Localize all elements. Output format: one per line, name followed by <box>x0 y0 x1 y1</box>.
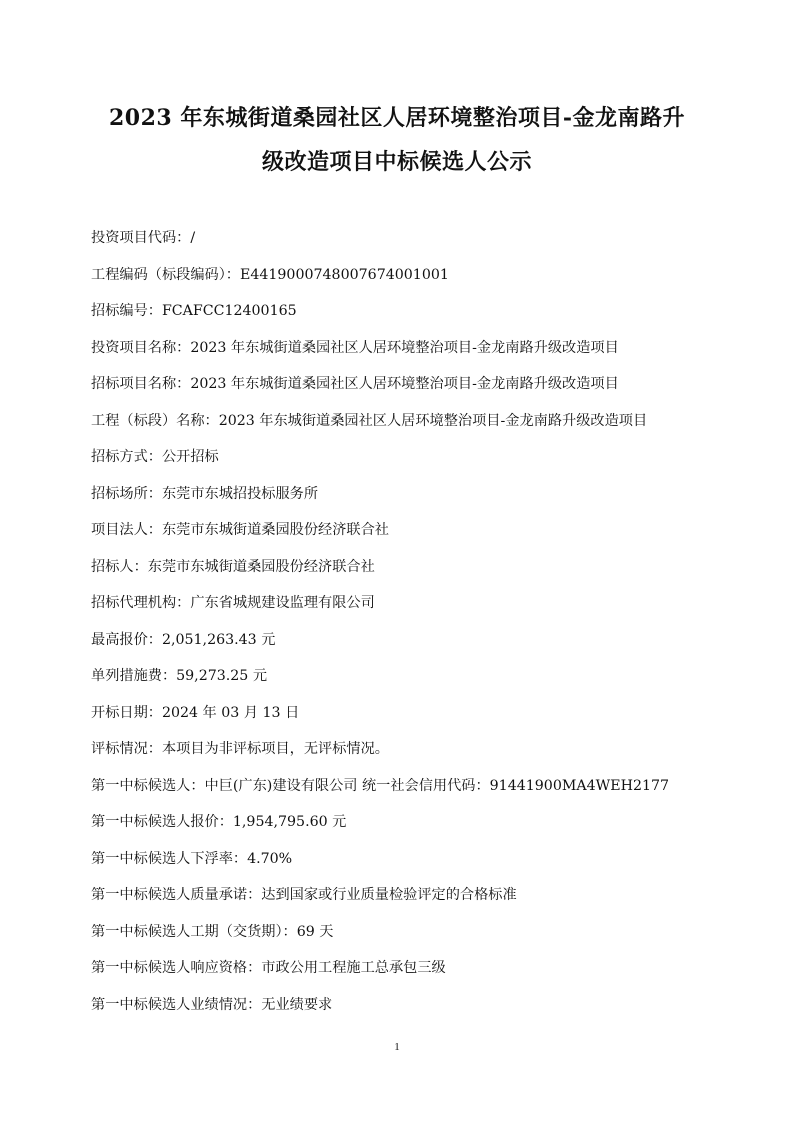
field-investment-project-code: 投资项目代码：/ <box>91 230 196 246</box>
field-first-candidate-performance: 第一中标候选人业绩情况：无业绩要求 <box>91 996 333 1013</box>
field-list <box>91 220 751 1023</box>
field-tender-agency: 招标代理机构：广东省城规建设监理有限公司 <box>91 595 375 611</box>
field-first-candidate-duration: 第一中标候选人工期（交货期）：69 天 <box>91 923 334 940</box>
field-tender-venue: 招标场所：东莞市东城招投标服务所 <box>91 485 319 502</box>
field-section-name: 工程（标段）名称：2023 年东城街道桑园社区人居环境整治项目-金龙南路升级改造项目 <box>91 412 648 429</box>
field-investment-project-name: 投资项目名称：2023 年东城街道桑园社区人居环境整治项目-金龙南路升级改造项目 <box>91 339 619 356</box>
field-tender-method: 招标方式：公开招标 <box>91 449 219 465</box>
field-tenderer: 招标人：东莞市东城街道桑园股份经济联合社 <box>91 558 375 575</box>
field-measure-fee: 单列措施费：59,273.25 元 <box>91 668 268 684</box>
field-project-code: 工程编码（标段编码）：E4419000748007674001001 <box>91 266 449 283</box>
field-first-candidate-discount: 第一中标候选人下浮率：4.70% <box>91 850 293 867</box>
field-max-price: 最高报价：2,051,263.43 元 <box>91 631 276 648</box>
field-first-candidate-price: 第一中标候选人报价：1,954,795.60 元 <box>91 814 347 830</box>
title-line-1: 2023 年东城街道桑园社区人居环境整治项目-金龙南路升 <box>108 105 686 131</box>
field-tender-number: 招标编号：FCAFCC12400165 <box>91 303 297 319</box>
field-first-candidate: 第一中标候选人：中巨(广东)建设有限公司 统一社会信用代码：91441900MA4WEH2177 <box>91 777 670 794</box>
field-first-candidate-quality: 第一中标候选人质量承诺：达到国家或行业质量检验评定的合格标准 <box>91 887 517 903</box>
field-evaluation: 评标情况：本项目为非评标项目，无评标情况。 <box>91 741 389 757</box>
field-project-legal-person: 项目法人：东莞市东城街道桑园股份经济联合社 <box>91 522 389 538</box>
field-bid-opening-date: 开标日期：2024 年 03 月 13 日 <box>91 704 300 721</box>
field-tender-project-name: 招标项目名称：2023 年东城街道桑园社区人居环境整治项目-金龙南路升级改造项目 <box>91 376 619 392</box>
document-title <box>60 96 734 184</box>
title-line-2: 级改造项目中标候选人公示 <box>261 149 532 175</box>
page-number: 1 <box>394 1041 400 1053</box>
field-first-candidate-qualification: 第一中标候选人响应资格：市政公用工程施工总承包三级 <box>91 960 446 976</box>
